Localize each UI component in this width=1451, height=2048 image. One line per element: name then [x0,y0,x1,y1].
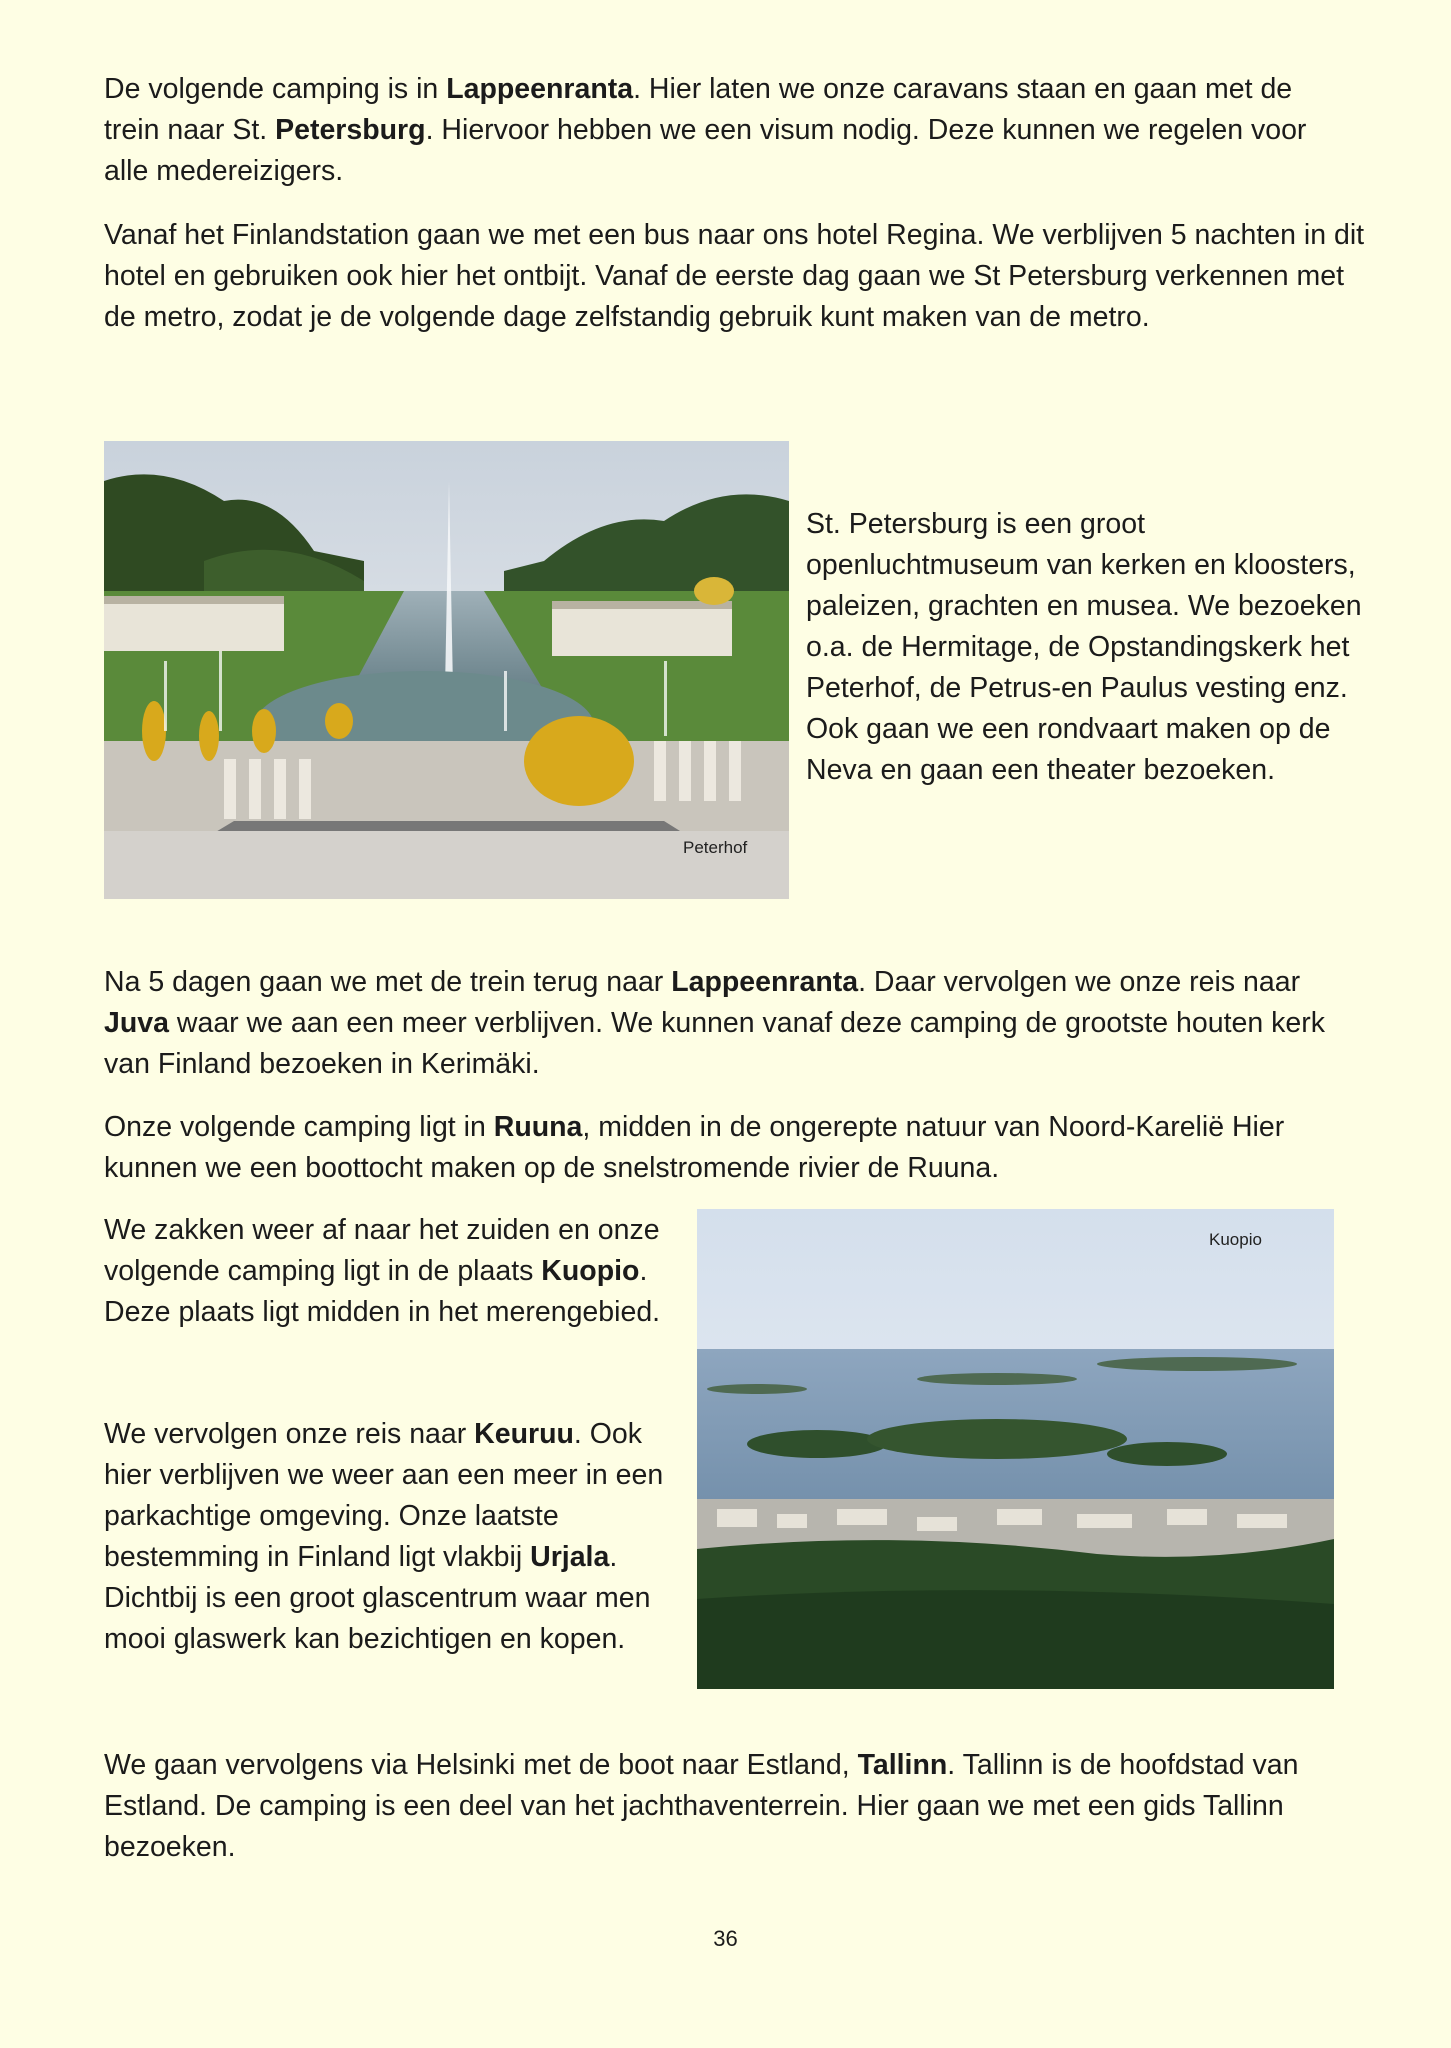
text-run: . Deze plaats ligt midden in het merengebied. [104,1255,661,1328]
text-run: . Hier laten we onze caravans staan en gaan met de trein naar St. [104,73,1293,146]
text-run: waar we aan een meer verblijven. We kunnen vanaf deze camping de grootste houten kerk van Finland bezoeken in Kerimäki. [104,1007,1325,1080]
peterhof-caption: Peterhof [683,838,748,857]
text-run: . Tallinn is de hoofdstad van Estland. De camping is een deel van het jachthaventerrein. Hier gaan we met een gids Tallinn bezoeken. [104,1749,1299,1863]
paragraph-ruuna [104,1107,1354,1189]
page-number: 36 [713,1926,738,1951]
kuopio-caption: Kuopio [1209,1230,1262,1249]
text-run: Onze volgende camping ligt in [104,1111,494,1143]
text-run: We gaan vervolgens via Helsinki met de boot naar Estland, [104,1749,858,1781]
paragraph-lappeenranta-intro [104,69,1354,192]
bold-place-name: Keuruu [474,1418,574,1450]
text-run: . Ook hier verblijven we weer aan een meer in een parkachtige omgeving. Onze laatste bestemming in Finland ligt vlakbij [104,1418,664,1573]
text-run: . Daar vervolgen we onze reis naar [858,966,1301,998]
bold-place-name: Kuopio [541,1255,640,1287]
text-run: Vanaf het Finlandstation gaan we met een bus naar ons hotel Regina. We verblijven 5 nachten in dit hotel en gebruiken ook hier het ontbijt. Vanaf de eerste dag gaan we St Petersburg verkennen met de metro, zodat je de volgende dage zelfstandig gebruik kunt maken van de metro. [104,219,1365,333]
paragraph-tallinn [104,1745,1354,1868]
paragraph-kuopio [104,1210,694,1333]
paragraph-keuruu [104,1414,684,1660]
bold-place-name: Tallinn [857,1749,948,1781]
text-run: De volgende camping is in [104,73,447,105]
bold-place-name: Urjala [530,1541,610,1573]
text-run: . Dichtbij is een groot glascentrum waar men mooi glaswerk kan bezichtigen en kopen. [104,1541,651,1655]
bold-place-name: Juva [104,1007,169,1039]
text-run: Na 5 dagen gaan we met de trein terug naar [104,966,672,998]
text-run: . Hiervoor hebben we een visum nodig. Deze kunnen we regelen voor alle medereizigers. [104,114,1307,187]
bold-place-name: Petersburg [275,114,426,146]
text-run: St. Petersburg is een groot openluchtmuseum van kerken en kloosters, paleizen, grachten en musea. We bezoeken o.a. de Hermitage, de Opstandingskerk het Peterhof, de Petrus-en Paulus vesting enz. Ook gaan we een rondvaart maken op de Neva en gaan een theater bezoeken. [806,508,1362,786]
bold-place-name: Lappeenranta [671,966,859,998]
paragraph-juva [104,962,1354,1085]
text-run: We vervolgen onze reis naar [104,1418,475,1450]
paragraph-st-petersburg [806,504,1366,791]
kuopio-photo [697,1209,1334,1689]
bold-place-name: Ruuna [493,1111,583,1143]
text-run: , midden in de ongerepte natuur van Noord-Karelië Hier kunnen we een boottocht maken op de snelstromende rivier de Ruuna. [104,1111,1285,1184]
bold-place-name: Lappeenranta [446,73,634,105]
text-run: We zakken weer af naar het zuiden en onze volgende camping ligt in de plaats [104,1214,660,1287]
paragraph-finlandstation [104,215,1369,338]
peterhof-photo [104,441,789,899]
